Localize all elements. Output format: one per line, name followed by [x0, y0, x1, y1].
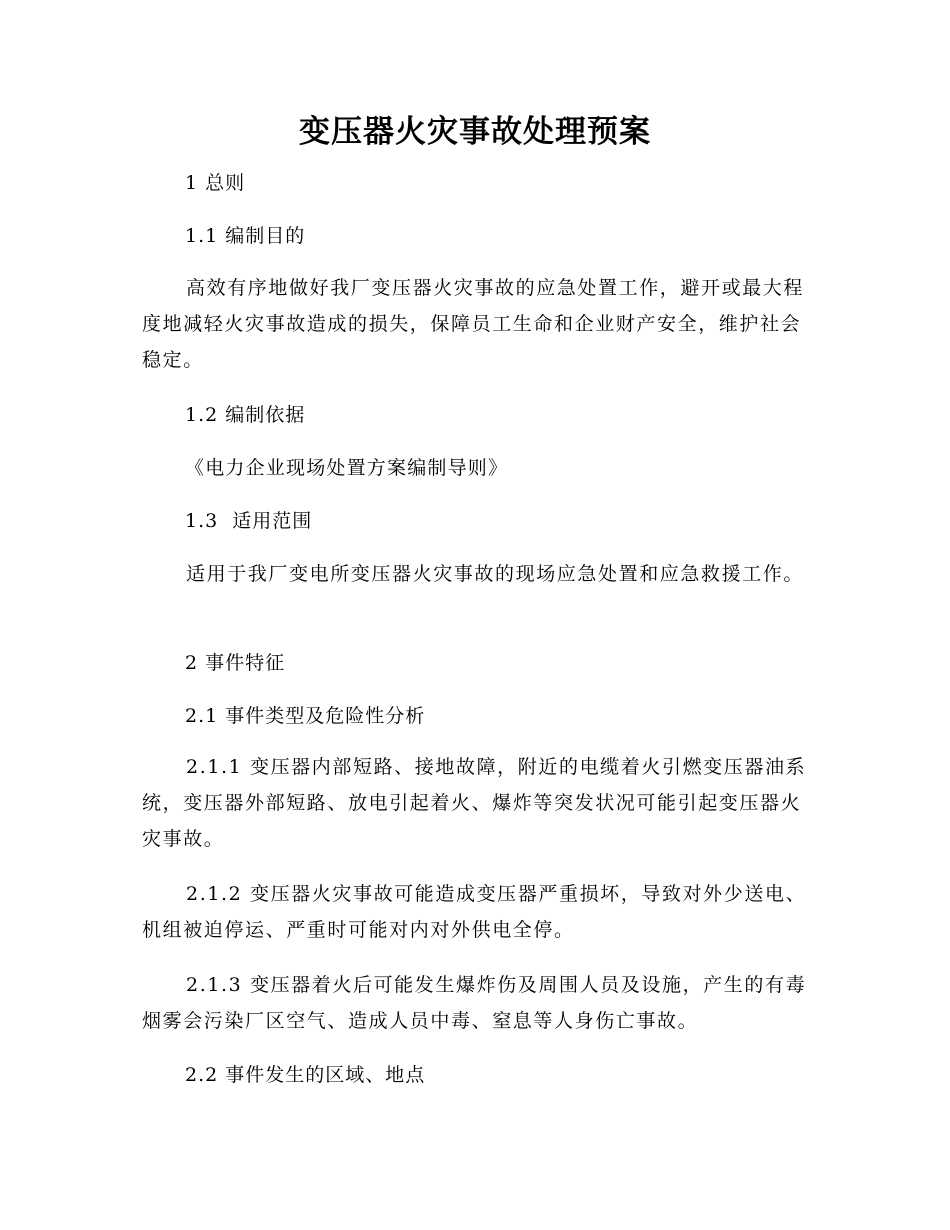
section-heading-1-2: 1.2 编制依据	[185, 404, 306, 426]
paragraph-2-1-1: 2.1.1 变压器内部短路、接地故障，附近的电缆着火引燃变压器油系统，变压器外部短路、放电引起着火、爆炸等突发状况可能引起变压器火灾事故。	[142, 756, 807, 850]
section-heading-2-2: 2.2 事件发生的区域、地点	[185, 1064, 426, 1086]
section-heading-1-3: 1.3 适用范围	[185, 510, 313, 532]
paragraph-scope: 适用于我厂变电所变压器火灾事故的现场应急处置和应急救援工作。	[186, 563, 805, 585]
section-heading-1: 1 总则	[185, 172, 246, 194]
reference-document: 《电力企业现场处置方案编制导则》	[185, 457, 509, 479]
section-heading-1-1: 1.1 编制目的	[185, 225, 306, 247]
paragraph-purpose: 高效有序地做好我厂变压器火灾事故的应急处置工作，避开或最大程度地减轻火灾事故造成的损失，保障员工生命和企业财产安全，维护社会稳定。	[142, 277, 805, 371]
document-title: 变压器火灾事故处理预案	[299, 114, 651, 150]
section-heading-2-1: 2.1 事件类型及危险性分析	[185, 705, 426, 727]
paragraph-2-1-3: 2.1.3 变压器着火后可能发生爆炸伤及周围人员及设施，产生的有毒烟雾会污染厂区空气、造成人员中毒、窒息等人身伤亡事故。	[142, 974, 807, 1032]
paragraph-2-1-2: 2.1.2 变压器火灾事故可能造成变压器严重损坏，导致对外少送电、机组被迫停运、严重时可能对内对外供电全停。	[142, 883, 807, 941]
section-heading-2: 2 事件特征	[185, 652, 286, 674]
